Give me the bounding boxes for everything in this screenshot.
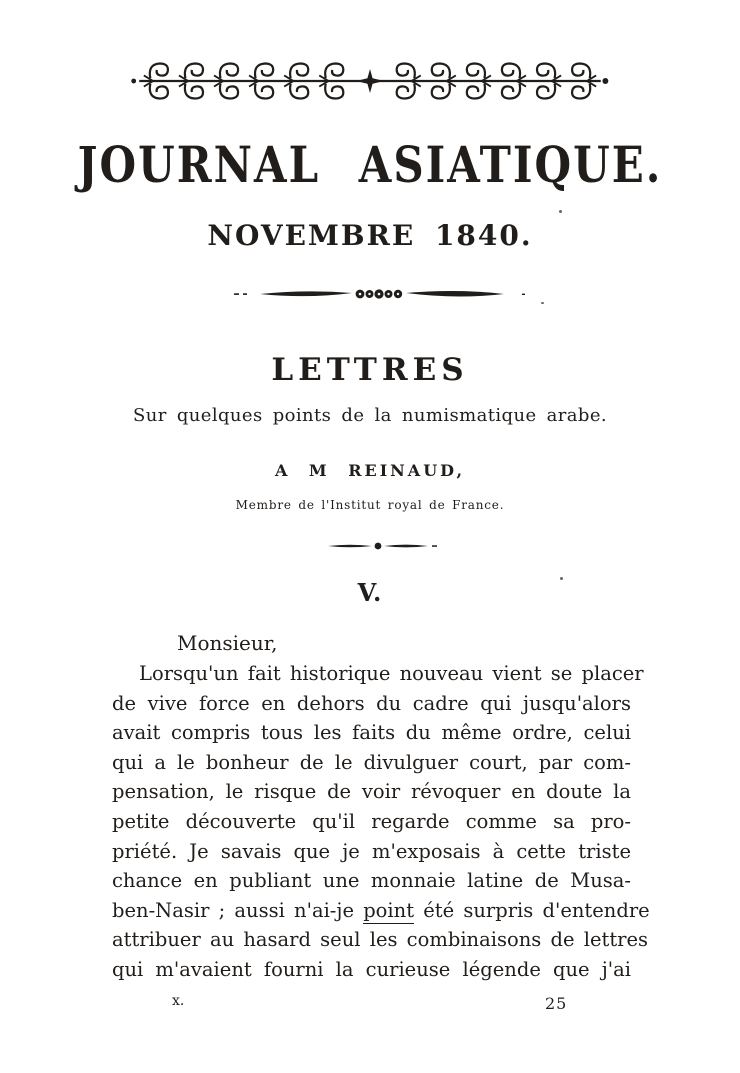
body-line: pensation, le risque de voir révoquer en doute la [112, 780, 631, 804]
body-line-part: été surpris d'entendre [414, 898, 650, 922]
body-line: petite découverte qu'il regarde comme sa pro- [112, 809, 631, 833]
body-line: de vive force en dehors du cadre qui jusqu'alors [112, 691, 631, 715]
spindle-divider [232, 286, 532, 302]
journal-title: JOURNAL ASIATIQUE. [77, 136, 663, 194]
body-line: Lorsqu'un fait historique nouveau vient se placer [139, 662, 644, 685]
body-paragraph [112, 659, 650, 985]
body-line: avait compris tous les faits du même ordre, celui [112, 721, 631, 745]
article-subtitle: Sur quelques points de la numismatique arabe. [133, 405, 607, 426]
scan-speck [560, 577, 563, 580]
scan-speck [541, 302, 544, 304]
underlined-word: point [363, 898, 415, 922]
body-line-part: ben-Nasir ; aussi n'ai-je [112, 898, 364, 922]
addressee-line: A M REINAUD, [274, 461, 466, 480]
body-line: priété. Je savais que je m'exposais à cette triste [112, 839, 631, 863]
salutation: Monsieur, [177, 631, 278, 655]
issue-date: NOVEMBRE 1840. [207, 219, 533, 252]
addressee-title: Membre de l'Institut royal de France. [235, 498, 505, 512]
body-line: qui m'avaient fourni la curieuse légende que j'ai [112, 957, 631, 981]
signature-mark: x. [172, 993, 185, 1009]
body-line-underlined-word [112, 896, 650, 926]
fleuron-ornament [106, 57, 634, 105]
section-number: V. [357, 578, 383, 607]
body-line: chance en publiant une monnaie latine de Musa- [112, 869, 631, 893]
scan-speck [559, 210, 562, 213]
body-line: attribuer au hasard seul les combinaisons de lettres [112, 928, 649, 952]
body-line: qui a le bonheur de le divulguer court, par com- [112, 750, 631, 774]
article-heading: LETTRES [271, 352, 469, 388]
page-number: 25 [545, 994, 568, 1013]
small-spindle-divider [326, 540, 438, 552]
